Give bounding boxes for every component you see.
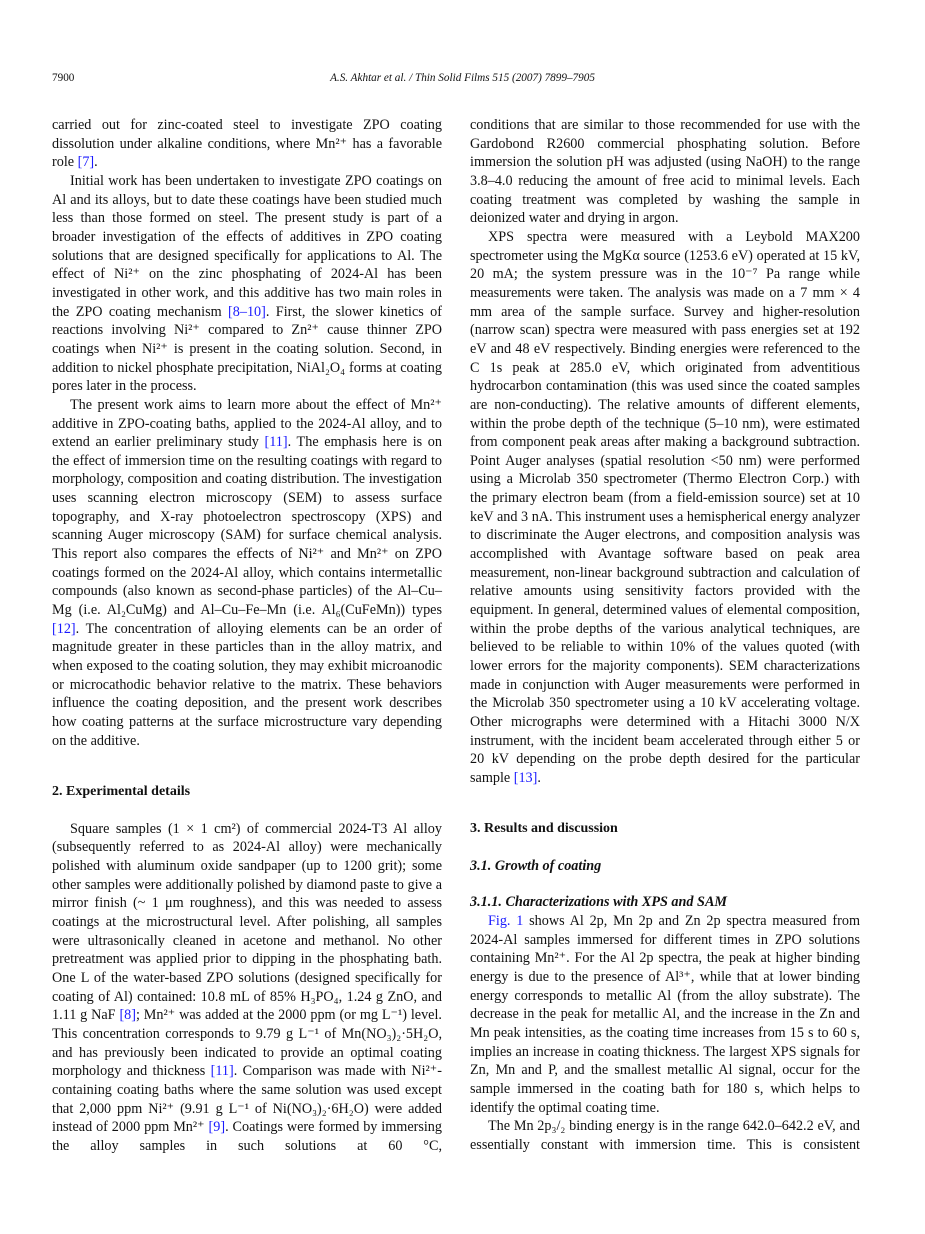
paragraph: XPS spectra were measured with a Leybold MAX200 spectrometer using the MgKα source (1253.6 eV) operated at 15 kV, 20 mA; the system pressure was in the 10⁻⁷ Pa range while measurements were taken. The analysis was made on a 7 mm × 4 mm area of the sample surface. Survey and higher-resolution (narrow scan) spectra were measured with pass energies set at 192 eV and 48 eV respectively. Binding energies were referenced to the C 1s peak at 285.0 eV, which originated from adventitious hydrocarbon contamination (this was used since the coated samples are non-conducting). The relative amounts of different elements, within the probe depth of the technique (5–10 nm), were estimated from component peak areas after making a background subtraction. Point Auger analyses (spatial resolution <50 nm) were performed using a Microlab 350 spectrometer (Thermo Electron Corp.) with the primary electron beam (from a field-emission source) set at 10 keV and 3 nA. This instrument uses a hemispherical energy analyzer to discriminate the Auger electrons, and composition analysis was accomplished with Avantage software based on peak area measurement, non-linear background subtraction and calculation of relative amounts using sensitivity factors provided with the equipment. In general, determined values of elemental composition, within the probe depths of the various analytical techniques, are believed to be reliable to within 10% of the values quoted (with lower errors for the majority components). SEM characterizations made in conjunction with Auger measurements were performed in the Microlab 350 spectrometer using a 10 kV accelerating voltage. Other micrographs were determined with a Hitachi 3000 N/X instrument, with the incident beam accelerated through either 5 or 20 kV depending on the probe depth desired for the particular sample [13].	[470, 228, 860, 786]
paragraph: carried out for zinc-coated steel to investigate ZPO coating dissolution under alkaline conditions, where Mn²⁺ has a favorable role [7].	[52, 117, 442, 171]
citation-link[interactable]: Fig. 1	[488, 912, 524, 929]
paragraph: The Mn 2p₃/₂ binding energy is in the range 642.0–642.2 eV, and essentially constant with immersion time. This is consistent	[470, 1118, 860, 1153]
section-heading: 2. Experimental details	[52, 784, 191, 799]
paragraph: conditions that are similar to those recommended for use with the Gardobond R2600 commercial phosphating solution. Before immersion the solution pH was adjusted (using NaOH) to the range 3.8–4.0 reducing the amount of free acid to minimal levels. Each coating treatment was completed by washing the sample in deionized water and drying in argon.	[470, 117, 860, 227]
running-title: A.S. Akhtar et al. / Thin Solid Films 515 (2007) 7899–7905	[330, 72, 595, 84]
section-heading: 3. Results and discussion	[470, 821, 618, 836]
citation-link[interactable]: [9]	[208, 1119, 226, 1136]
citation-link[interactable]: [12]	[52, 620, 76, 637]
subsection-heading: 3.1. Growth of coating	[470, 857, 602, 874]
subsubsection-heading: 3.1.1. Characterizations with XPS and SAM	[470, 894, 728, 911]
page-number: 7900	[52, 72, 75, 84]
paragraph: Fig. 1 shows Al 2p, Mn 2p and Zn 2p spectra measured from 2024-Al samples immersed for different times in ZPO solutions containing Mn²⁺. For the Al 2p spectra, the peak at higher binding energy is due to the presence of Al³⁺, while that at lower binding energy corresponds to metallic Al (from the alloy substrate). The decrease in the peak for metallic Al, and the increase in the Zn and Mn peak intensities, as the coating time increases from 15 s to 60 s, implies an increase in coating thickness. The largest XPS signals for Zn, Mn and P, and the smallest metallic Al signal, occur for the sample immersed in the coating bath for 180 s, which helps to identify the optimal coating time.	[470, 912, 860, 1116]
citation-link[interactable]: [11]	[210, 1063, 234, 1080]
right-column-lower	[470, 820, 860, 1155]
citation-link[interactable]: [7]	[77, 154, 95, 171]
citation-link[interactable]: [8]	[119, 1007, 136, 1024]
citation-link[interactable]: [8–10]	[228, 303, 266, 320]
right-column	[470, 116, 860, 788]
left-column-lower	[52, 783, 442, 1155]
left-column	[52, 116, 442, 750]
paragraph: Square samples (1 × 1 cm²) of commercial 2024-T3 Al alloy (subsequently referred to as 2024-Al alloy) were mechanically polished with aluminum oxide sandpaper (up to 1200 grit); some other samples were additionally polished by diamond paste to give a mirror finish (~ 1 μm roughness), and this was needed to assess coatings at the microstructural level. After polishing, all samples were ultrasonically cleaned in acetone and methanol. No other pretreatment was applied prior to dipping in the phosphating bath. One L of the water-based ZPO solutions (designed specifically for coating of Al) contained: 10.8 mL of 85% H₃PO₄, 1.24 g ZnO, and 1.11 g NaF [8]; Mn²⁺ was added at the 2000 ppm (or mg L⁻¹) level. This concentration corresponds to 9.79 g L⁻¹ of Mn(NO₃)₂·5H₂O, and has previously been indicated to provide an optimal coating morphology and thickness [11]. Comparison was made with Ni²⁺-containing coating baths where the same solution was used except that 2,000 ppm Ni²⁺ (9.91 g L⁻¹ of Ni(NO₃)₂·6H₂O) were added instead of 2000 ppm Mn²⁺ [9]. Coatings were formed by immersing the alloy samples in such solutions at 60 °C,	[52, 820, 442, 1154]
citation-link[interactable]: [11]	[264, 434, 288, 451]
citation-link[interactable]: [13]	[513, 769, 538, 786]
paragraph: Initial work has been undertaken to investigate ZPO coatings on Al and its alloys, but to date these coatings have been studied much less than those formed on steel. The present study is part of a broader investigation of the effects of additives in ZPO coating solutions that are designed specifically for applications to Al. The effect of Ni²⁺ on the zinc phosphating of 2024-Al has been investigated in other work, and this additive has two main roles in the ZPO coating mechanism [8–10]. First, the slower kinetics of reactions involving Ni²⁺ compared to Zn²⁺ cause thinner ZPO coatings when Ni²⁺ is present in the coating solution. Second, in addition to nickel phosphate precipitation, NiAl₂O₄ forms at coating pores later in the process.	[52, 172, 443, 395]
paragraph: The present work aims to learn more about the effect of Mn²⁺ additive in ZPO-coating baths, applied to the 2024-Al alloy, and to extend an earlier preliminary study [11]. The emphasis here is on the effect of immersion time on the resulting coatings with regard to morphology, composition and coating distribution. The investigation uses scanning electron microscopy (SEM) to assess surface topography, and X-ray photoelectron spectroscopy (XPS) and scanning Auger microscopy (SAM) for surface chemical analysis. This report also compares the effects of Ni²⁺ and Mn²⁺ on ZPO coatings formed on the 2024-Al alloy, which contains intermetallic compounds (also known as second-phase particles) of the Al–Cu–Mg (i.e. Al₂CuMg) and Al–Cu–Fe–Mn (i.e. Al₆(CuFeMn)) types [12]. The concentration of alloying elements can be an order of magnitude greater in these particles than in the alloy matrix, and when exposed to the coating solution, they may exhibit microanodic or microcathodic behavior relative to the matrix. These behaviors influence the coating deposition, and the present work describes how coating patterns at the surface microstructure vary depending on the additive.	[52, 396, 442, 749]
